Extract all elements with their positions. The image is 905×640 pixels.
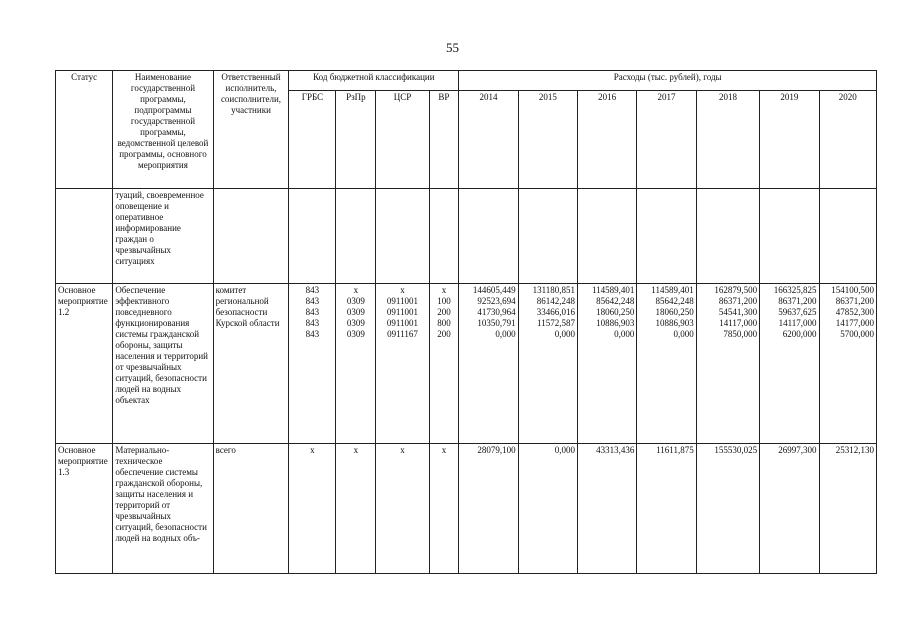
cell-2017: 11611,875: [637, 444, 696, 574]
cell-2017: 114589,401 85642,248 18060,250 10886,903 0,000: [637, 284, 696, 444]
cell-vr: х 100 200 800 200: [429, 284, 459, 444]
header-year: 2016: [578, 91, 637, 189]
header-year: 2015: [518, 91, 577, 189]
row-responsible: комитет региональной безопасности Курской области: [213, 284, 289, 444]
row-responsible: [213, 189, 289, 284]
header-year: 2017: [637, 91, 696, 189]
table-row: [56, 284, 877, 444]
cell-2018: 162879,500 86371,200 54541,300 14117,000 7850,000: [696, 284, 759, 444]
row-name: Обеспечение эффективного повседневного функционирования системы гражданской обороны, защиты населения и территорий от чрезвычайных ситуаций, безопасности людей на водных объектах: [113, 284, 213, 444]
cell-2015: 0,000: [518, 444, 577, 574]
table-row: [56, 444, 877, 574]
header-name: Наименование государственной программы, подпрограммы государственной программы, ведомственной целевой программы, основного мероприятия: [113, 71, 213, 189]
header-vr: ВР: [429, 91, 459, 189]
header-status: Статус: [56, 71, 113, 189]
header-budget-code: Код бюджетной классификации: [289, 71, 459, 91]
cell-2020: 154100,500 86371,200 47852,300 14177,000 5700,000: [819, 284, 876, 444]
page-number: 55: [446, 40, 459, 55]
header-responsible: Ответственный исполнитель, соисполнители, участники: [213, 71, 289, 189]
row-name: туаций, своевременное оповещение и оперативное информирование граждан о чрезвычайных ситуациях: [113, 189, 213, 284]
header-year: 2018: [696, 91, 759, 189]
header-expenses: Расходы (тыс. рублей), годы: [459, 71, 877, 91]
table-row: [56, 189, 877, 284]
cell-vr: х: [429, 444, 459, 574]
cell-2016: 43313,436: [578, 444, 637, 574]
cell-2018: 155530,025: [696, 444, 759, 574]
cell-grbs: 843 843 843 843 843: [289, 284, 336, 444]
cell-2015: 131180,851 86142,248 33466,016 11572,587 0,000: [518, 284, 577, 444]
header-csr: ЦСР: [376, 91, 429, 189]
cell-csr: х 0911001 0911001 0911001 0911167: [376, 284, 429, 444]
cell-2014: 144605,449 92523,694 41730,964 10350,791 0,000: [459, 284, 518, 444]
cell-2020: 25312,130: [819, 444, 876, 574]
header-rzpr: РзПр: [336, 91, 376, 189]
cell-2019: 166325,825 86371,200 59637,625 14117,000 6200,000: [760, 284, 819, 444]
header-year: 2014: [459, 91, 518, 189]
cell-2014: 28079,100: [459, 444, 518, 574]
header-year: 2019: [760, 91, 819, 189]
budget-table: [55, 70, 877, 574]
cell-rzpr: х 0309 0309 0309 0309: [336, 284, 376, 444]
row-status: [56, 189, 113, 284]
cell-2016: 114589,401 85642,248 18060,250 10886,903 0,000: [578, 284, 637, 444]
row-status: Основное мероприятие 1.2: [56, 284, 113, 444]
cell-rzpr: х: [336, 444, 376, 574]
row-status: Основное мероприятие 1.3: [56, 444, 113, 574]
cell-csr: х: [376, 444, 429, 574]
header-year: 2020: [819, 91, 876, 189]
header-grbs: ГРБС: [289, 91, 336, 189]
cell-2019: 26997,300: [760, 444, 819, 574]
cell-grbs: х: [289, 444, 336, 574]
row-name: Материально-техническое обеспечение системы гражданской обороны, защиты населения и территорий от чрезвычайных ситуаций, безопасности людей на водных объ-: [113, 444, 213, 574]
row-responsible: всего: [213, 444, 289, 574]
